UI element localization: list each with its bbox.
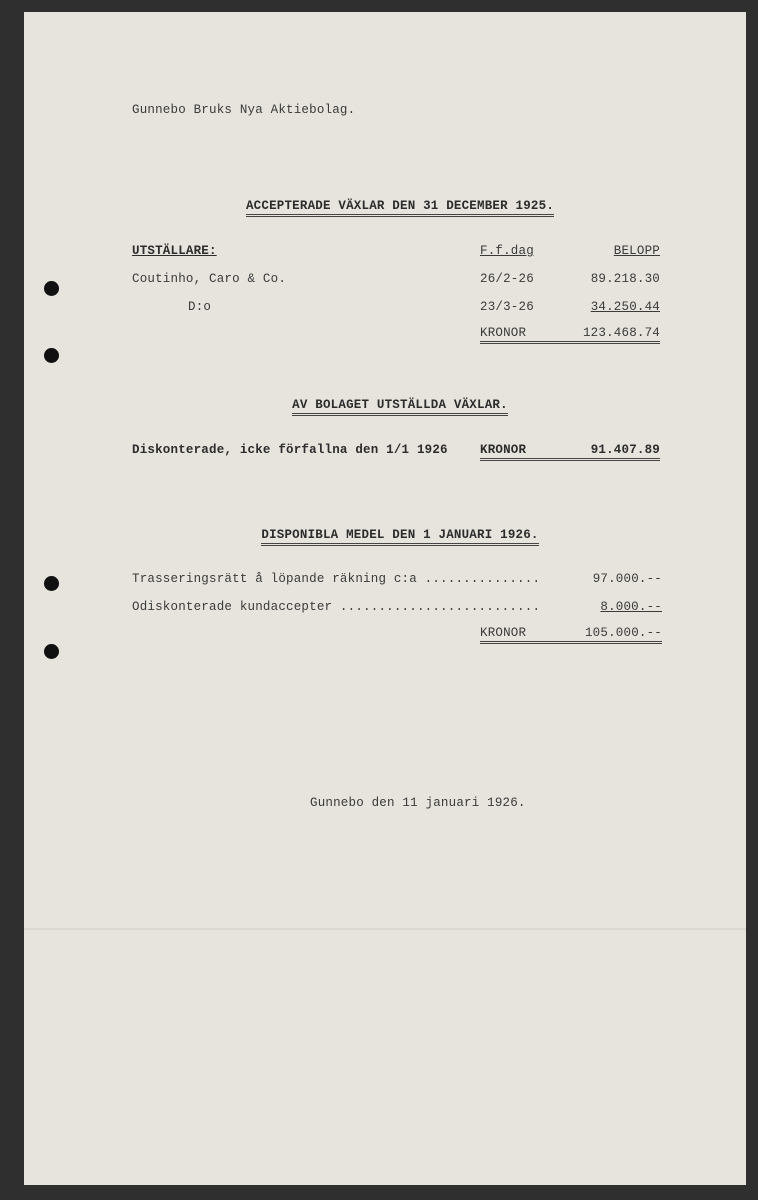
punch-hole bbox=[44, 576, 59, 591]
col-issuer-header: UTSTÄLLARE: bbox=[132, 244, 217, 258]
signoff: Gunnebo den 11 januari 1926. bbox=[310, 796, 526, 810]
total-amount: 123.468.74 bbox=[582, 326, 660, 340]
document-page bbox=[24, 12, 746, 1185]
funds-row-amount: 97.000.-- bbox=[592, 572, 662, 586]
punch-hole bbox=[44, 348, 59, 363]
funds-row-amount: 8.000.-- bbox=[600, 600, 662, 614]
discounted-line: Diskonterade, icke förfallna den 1/1 1926 bbox=[132, 443, 448, 457]
total-amount: 91.407.89 bbox=[590, 443, 660, 457]
punch-hole bbox=[44, 281, 59, 296]
row-issuer: D:o bbox=[188, 300, 212, 314]
section1-heading: ACCEPTERADE VÄXLAR DEN 31 DECEMBER 1925. bbox=[246, 199, 554, 217]
punch-hole bbox=[44, 644, 59, 659]
total-label: KRONOR bbox=[480, 626, 527, 640]
funds-row-label: Trasseringsrätt å löpande räkning c:a ............... bbox=[132, 572, 541, 586]
row-amount: 34.250.44 bbox=[590, 300, 660, 314]
section2-heading: AV BOLAGET UTSTÄLLDA VÄXLAR. bbox=[292, 398, 508, 416]
row-amount: 89.218.30 bbox=[590, 272, 660, 286]
total-amount: 105.000.-- bbox=[584, 626, 662, 640]
row-issuer: Coutinho, Caro & Co. bbox=[132, 272, 287, 286]
company-name: Gunnebo Bruks Nya Aktiebolag. bbox=[132, 103, 356, 117]
total-label: KRONOR bbox=[480, 443, 527, 457]
section3-heading: DISPONIBLA MEDEL DEN 1 JANUARI 1926. bbox=[261, 528, 538, 546]
funds-row-label: Odiskonterade kundaccepter .......................... bbox=[132, 600, 541, 614]
col-amount-header: BELOPP bbox=[613, 244, 660, 258]
total-label: KRONOR bbox=[480, 326, 527, 340]
col-due-header: F.f.dag bbox=[480, 244, 534, 258]
row-due: 23/3-26 bbox=[480, 300, 534, 314]
row-due: 26/2-26 bbox=[480, 272, 534, 286]
fold-line bbox=[24, 928, 746, 930]
